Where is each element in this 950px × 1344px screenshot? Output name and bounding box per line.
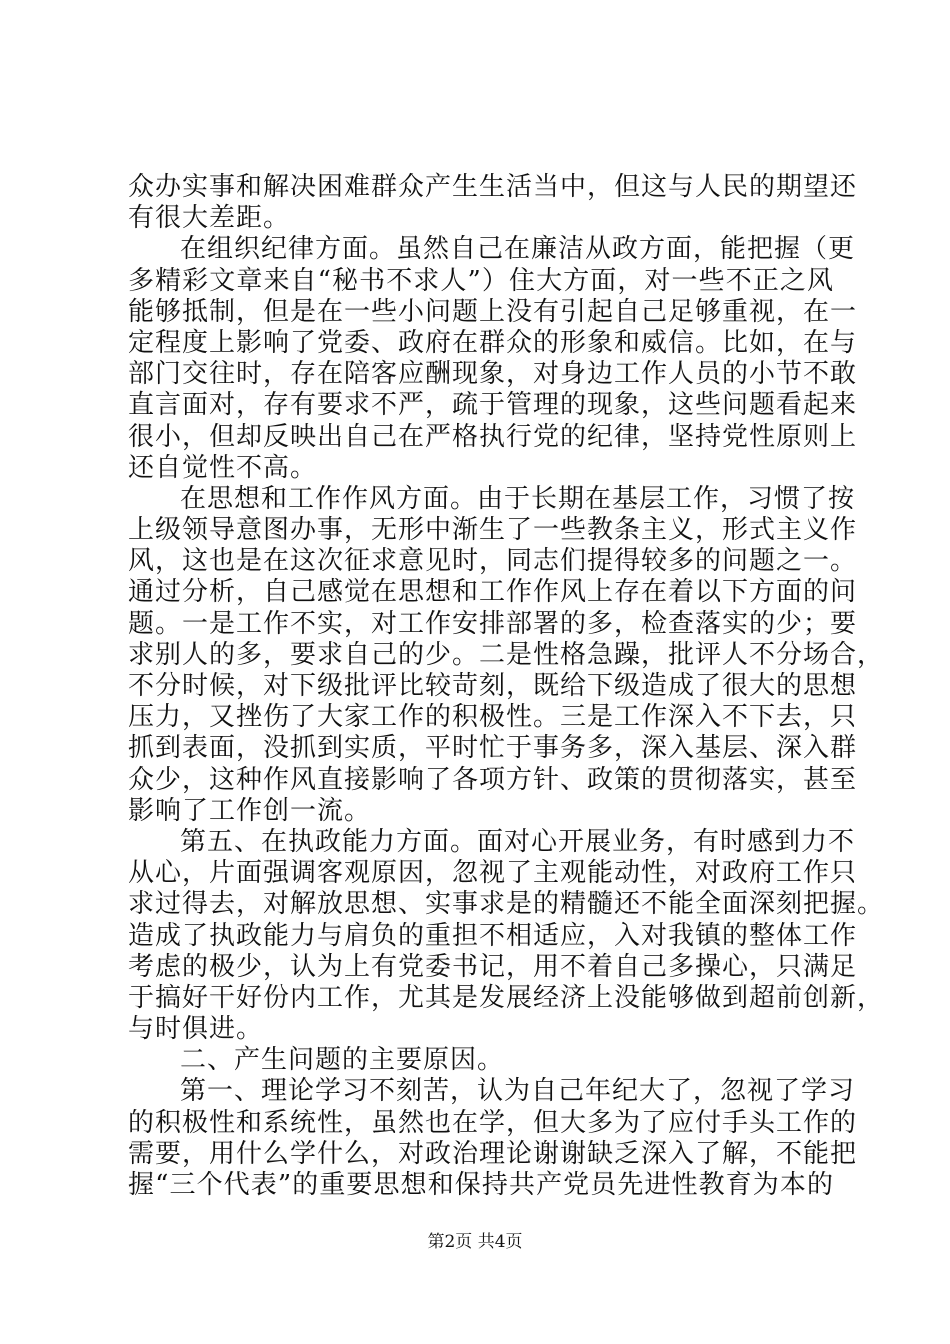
text-line: 与时俱进。 xyxy=(128,1014,264,1045)
text-line: 定程度上影响了党委、政府在群众的形象和威信。比如，在与 xyxy=(128,327,858,358)
text-line: 在组织纪律方面。虽然自己在廉洁从政方面，能把握（更 xyxy=(180,234,856,265)
text-line: 从心，片面强调客观原因，忽视了主观能动性，对政府工作只 xyxy=(128,858,858,889)
text-line: 通过分析，自己感觉在思想和工作作风上存在着以下方面的问 xyxy=(128,577,858,608)
text-line: 第五、在执政能力方面。面对心开展业务，有时感到力不 xyxy=(180,826,856,857)
text-line: 题。一是工作不实，对工作安排部署的多，检查落实的少；要 xyxy=(128,608,858,639)
text-line: 的积极性和系统性，虽然也在学，但大多为了应付手头工作的 xyxy=(128,1107,858,1138)
text-line: 在思想和工作作风方面。由于长期在基层工作，习惯了按 xyxy=(180,483,856,514)
text-line: 很小，但却反映出自己在严格执行党的纪律，坚持党性原则上 xyxy=(128,421,858,452)
text-line: 部门交往时，存在陪客应酬现象，对身边工作人员的小节不敢 xyxy=(128,359,858,390)
text-line: 求别人的多，要求自己的少。二是性格急躁，批评人不分场合， xyxy=(128,639,885,670)
text-line: 不分时候，对下级批评比较苛刻，既给下级造成了很大的思想 xyxy=(128,671,858,701)
text-line: 二、产生问题的主要原因。 xyxy=(180,1045,505,1076)
text-line: 第一、理论学习不刻苦，认为自己年纪大了，忽视了学习 xyxy=(180,1076,856,1107)
text-line: 多精彩文章来自“秘书不求人”）住大方面，对一些不正之风 xyxy=(128,265,834,296)
text-line: 求过得去，对解放思想、实事求是的精髓还不能全面深刻把握。 xyxy=(128,889,885,920)
text-line: 于搞好干好份内工作，尤其是发展经济上没能够做到超前创新， xyxy=(128,982,885,1013)
text-line: 抓到表面，没抓到实质，平时忙于事务多，深入基层、深入群 xyxy=(128,733,858,764)
text-line: 影响了工作创一流。 xyxy=(128,795,372,826)
text-line: 还自觉性不高。 xyxy=(128,452,318,483)
text-line: 能够抵制，但是在一些小问题上没有引起自己足够重视，在一 xyxy=(128,296,858,327)
text-line: 风，这也是在这次征求意见时，同志们提得较多的问题之一。 xyxy=(128,546,858,577)
text-line: 众办实事和解决困难群众产生生活当中，但这与人民的期望还 xyxy=(128,172,858,202)
text-line: 众少，这种作风直接影响了各项方针、政策的贯彻落实，甚至 xyxy=(128,764,858,795)
text-line: 握“三个代表”的重要思想和保持共产党员先进性教育为本的 xyxy=(128,1170,834,1200)
document-body xyxy=(128,172,885,1201)
page-number-footer: 第2页 共4页 xyxy=(427,1232,523,1252)
text-line: 上级领导意图办事，无形中渐生了一些教条主义，形式主义作 xyxy=(128,515,858,546)
text-line: 考虑的极少，认为上有党委书记，用不着自己多操心，只满足 xyxy=(128,951,858,982)
text-line: 有很大差距。 xyxy=(128,203,291,234)
text-line: 造成了执政能力与肩负的重担不相适应，入对我镇的整体工作 xyxy=(128,920,858,951)
text-line: 直言面对，存有要求不严，疏于管理的现象，这些问题看起来 xyxy=(128,390,858,421)
text-line: 压力，又挫伤了大家工作的积极性。三是工作深入不下去，只 xyxy=(128,702,858,733)
text-line: 需要，用什么学什么，对政治理论谢谢缺乏深入了解，不能把 xyxy=(128,1138,858,1169)
